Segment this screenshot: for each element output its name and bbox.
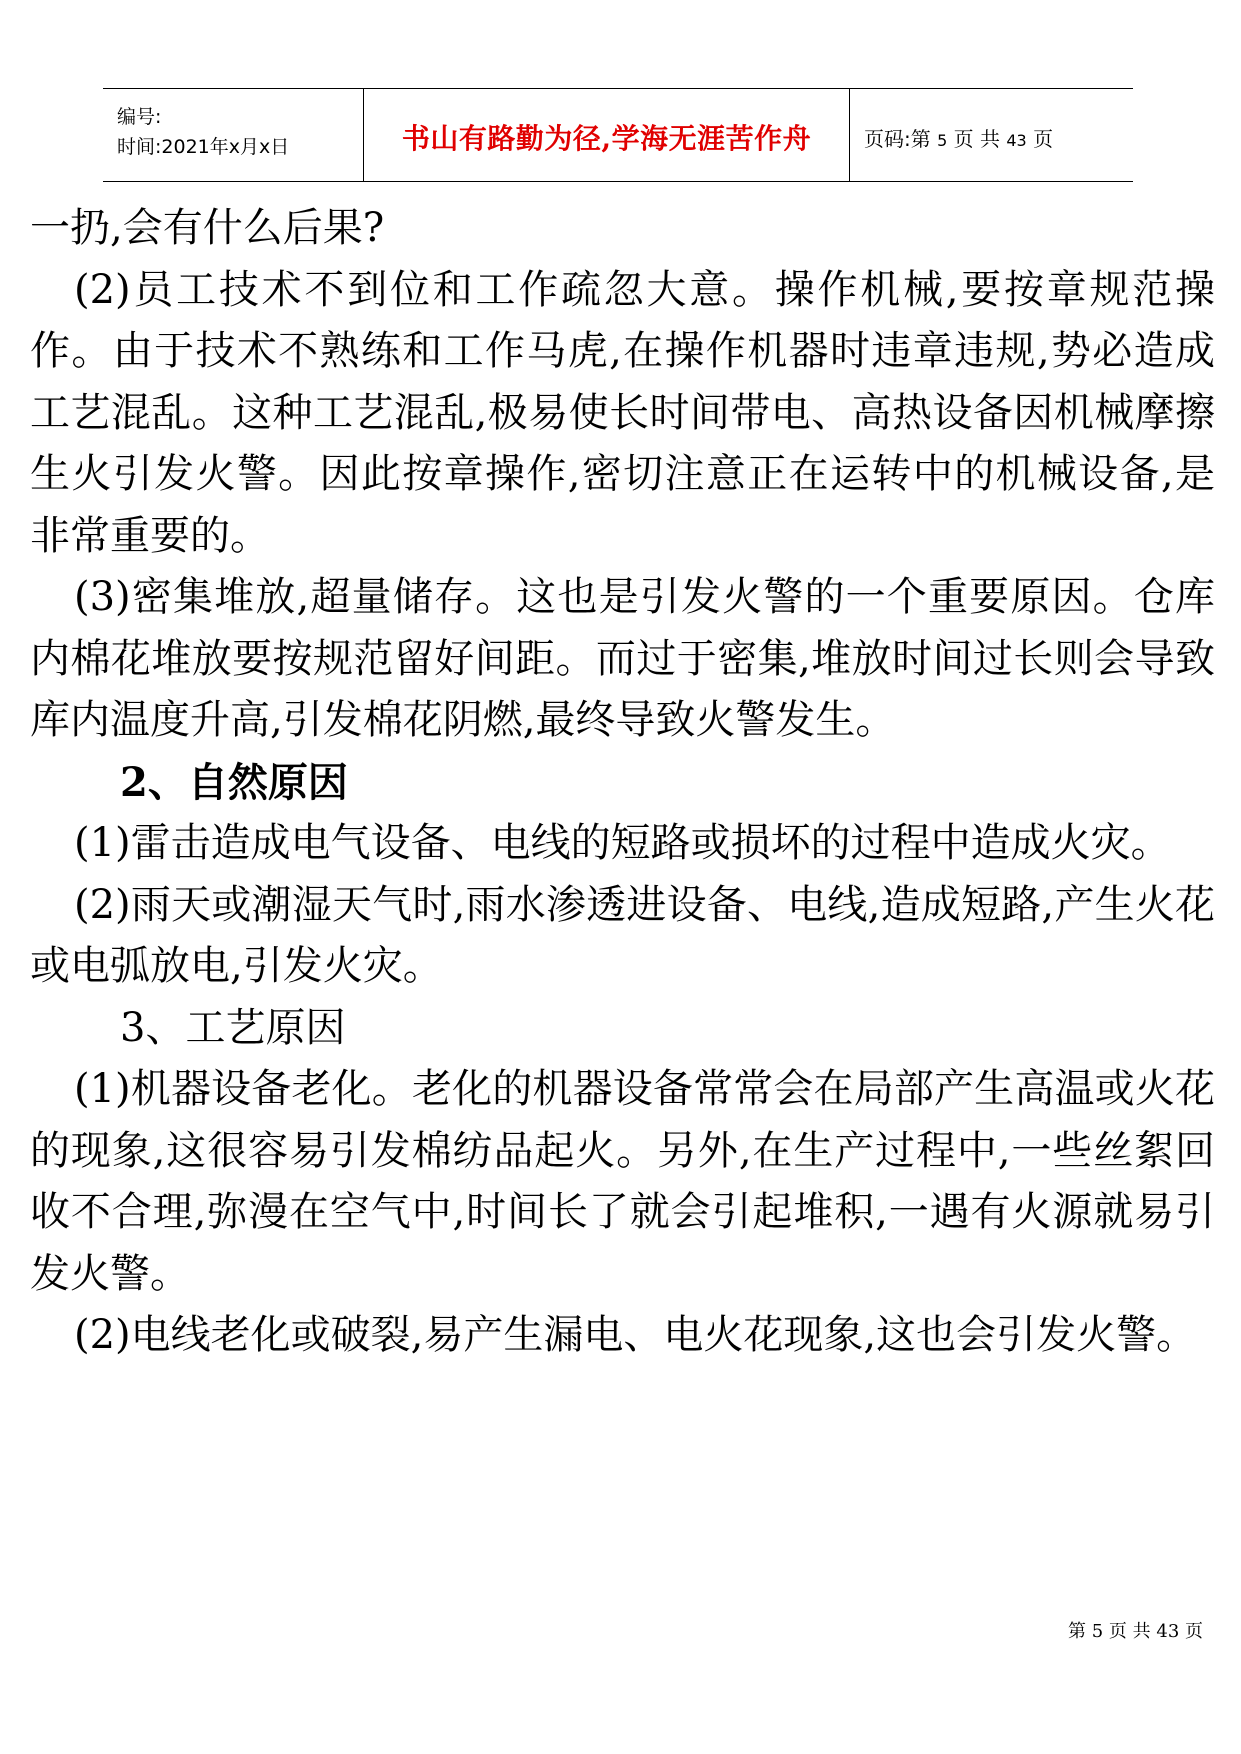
paragraph-item-2-natural: (2)雨天或潮湿天气时,雨水渗透进设备、电线,造成短路,产生火花或电弧放电,引发火灾。	[30, 881, 1215, 989]
section-heading-process-causes: 3、工艺原因	[120, 1004, 346, 1051]
document-time-label: 时间:2021年x月x日	[117, 136, 290, 158]
header-motto: 书山有路勤为径,学海无涯苦作舟	[401, 122, 812, 155]
paragraph-item-3-human: (3)密集堆放,超量储存。这也是引发火警的一个重要原因。仓库内棉花堆放要按规范留好间距。而过于密集,堆放时间过长则会导致库内温度升高,引发棉花阴燃,最终导致火警发生。	[30, 574, 1215, 743]
page-label-suffix: 页	[1033, 126, 1054, 151]
page-current: 5	[937, 130, 948, 150]
paragraph-item-1-process: (1)机器设备老化。老化的机器设备常常会在局部产生高温或火花的现象,这很容易引发棉纺品起火。另外,在生产过程中,一些丝絮回收不合理,弥漫在空气中,时间长了就会引起堆积,一遇有火源就易引发火警。	[30, 1066, 1215, 1297]
paragraph-item-1-natural: (1)雷击造成电气设备、电线的短路或损坏的过程中造成火灾。	[74, 820, 1171, 866]
document-body	[30, 198, 1215, 1367]
header-motto-cell	[364, 89, 850, 181]
header-page-number	[864, 123, 1133, 152]
page-label-prefix: 页码:第	[864, 126, 931, 151]
page-total: 43	[1006, 130, 1027, 150]
section-heading-natural-causes: 2、自然原因	[120, 758, 348, 806]
header-meta	[103, 89, 364, 181]
page-header	[103, 88, 1133, 182]
paragraph-item-2-human: (2)员工技术不到位和工作疏忽大意。操作机械,要按章规范操作。由于技术不熟练和工作马虎,在操作机器时违章违规,势必造成工艺混乱。这种工艺混乱,极易使长时间带电、高热设备因机械摩擦生火引发火警。因此按章操作,密切注意正在运转中的机械设备,是非常重要的。	[30, 266, 1215, 559]
header-page-info	[850, 89, 1133, 181]
paragraph-continuation: 一扔,会有什么后果?	[30, 205, 385, 251]
page-label-mid: 页 共	[953, 126, 1001, 151]
page-footer: 第 5 页 共 43 页	[1068, 1621, 1203, 1642]
paragraph-item-2-process: (2)电线老化或破裂,易产生漏电、电火花现象,这也会引发火警。	[74, 1312, 1197, 1358]
document-number-label: 编号:	[117, 106, 162, 128]
